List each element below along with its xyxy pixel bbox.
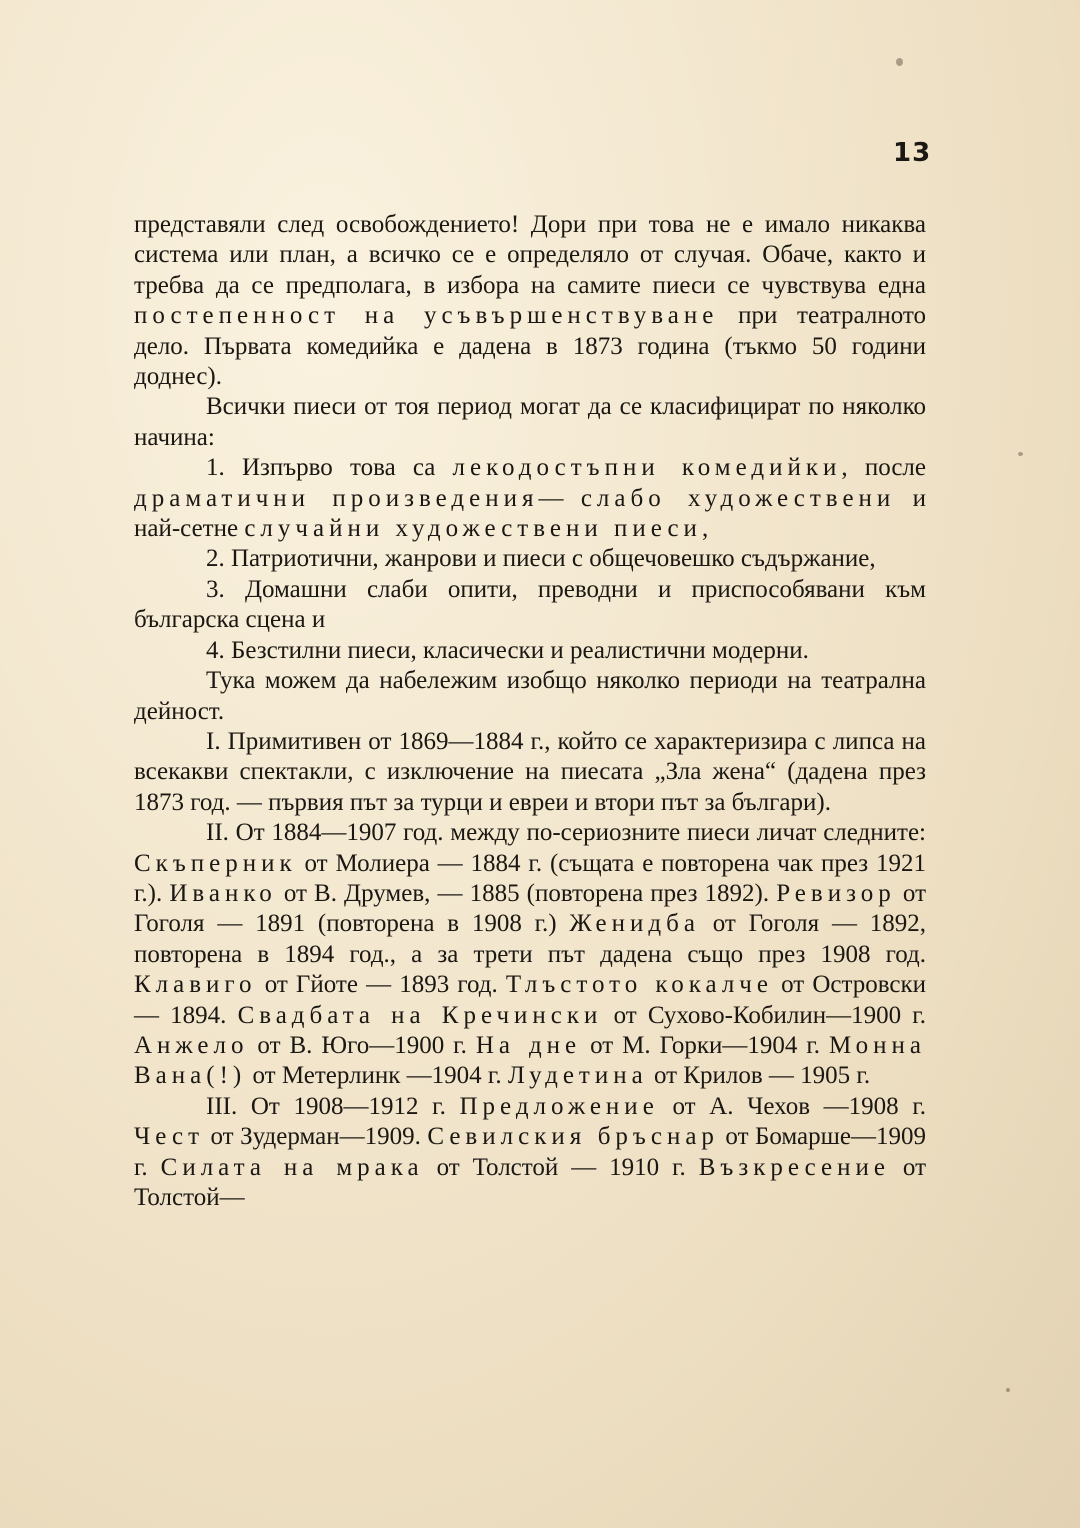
text-segment: 4. Безстилни пиеси, класически и реалистични модерни. — [206, 636, 809, 664]
text-segment: от Зудерман—1909. — [204, 1123, 428, 1151]
spaced-emphasis-text: Анжело — [134, 1031, 249, 1059]
text-segment: от Гоголя — 1891 (повторена в 1908 г.) — [134, 879, 926, 938]
text-segment: от Гйоте — 1893 год. — [256, 971, 506, 999]
spaced-emphasis-text: Клавиго — [134, 971, 257, 999]
spaced-emphasis-text: Женидба — [569, 910, 700, 938]
spaced-emphasis-text: постепенност на усъвършенствуване — [134, 302, 719, 330]
text-segment: от Сухово-Кобилин—1900 г. — [602, 1001, 926, 1029]
spaced-emphasis-text: Свадбата на Кречински — [237, 1001, 603, 1029]
spaced-emphasis-text: Лудетина — [507, 1062, 648, 1090]
spaced-emphasis-text: На дне — [475, 1031, 582, 1059]
spaced-emphasis-text: Севилския бръснар — [427, 1123, 719, 1151]
spaced-emphasis-text: лекодостъпни комедийки — [452, 454, 842, 482]
paragraph — [134, 210, 926, 392]
text-segment: от М. Горки—1904 г. — [581, 1031, 830, 1059]
text-segment: от Метерлинк —1904 г. — [246, 1062, 508, 1090]
text-segment: от Толстой— — [134, 1153, 927, 1211]
paragraph — [134, 575, 926, 636]
text-segment: при театралното дело. Първата комедийка е дадена в 1873 година (тъкмо 50 години доднес). — [134, 302, 926, 391]
text-segment: 1. Изпърво това са — [206, 454, 453, 482]
text-segment: Тука можем да набележим изобщо няколко периоди на театрална дейност. — [134, 667, 926, 725]
text-segment: 2. Патриотични, жанрови и пиеси с общечовешко съдържание, — [206, 545, 876, 573]
page-number: 13 — [893, 138, 932, 168]
spaced-emphasis-text: Предложение — [459, 1092, 659, 1120]
text-segment: от В. Юго—1900 г. — [248, 1031, 476, 1059]
text-segment: III. От 1908—1912 г. — [206, 1092, 460, 1120]
paper-speck — [896, 58, 903, 66]
spaced-emphasis-text: Иванко — [169, 879, 277, 907]
text-segment: от Крилов — 1905 г. — [647, 1062, 871, 1090]
text-segment: , после — [841, 454, 926, 482]
spaced-emphasis-text: слабо художествени — [580, 484, 896, 512]
text-segment: от Бомарше—1909 г. — [134, 1123, 926, 1181]
text-segment: от Островски — 1894. — [134, 971, 926, 1029]
paragraph — [134, 1092, 926, 1214]
paragraph — [134, 818, 926, 1092]
body-text — [134, 210, 926, 1213]
text-segment: и най-сетне — [134, 484, 927, 543]
paper-speck — [1018, 452, 1023, 456]
spaced-emphasis-text: Възкресение — [698, 1153, 890, 1181]
paragraph — [134, 636, 926, 666]
spaced-emphasis-text: Силата на мрака — [160, 1153, 424, 1181]
text-segment: 3. Домашни слаби опити, преводни и приспособявани към българска сцена и — [134, 575, 926, 634]
paragraph — [134, 392, 926, 453]
text-segment: II. От 1884—1907 год. между по-сериозните пиеси личат следните: — [206, 819, 926, 847]
text-segment: I. Примитивен от 1869—1884 г., който се характеризира с липса на всекакви спектакли, с изключение на пиесата „Зла жена“ (дадена през 1873 год. — първия път за турци и евреи и втори път за българи). — [134, 727, 926, 816]
text-segment: от Гоголя — 1892, повторена в 1894 год., а за трети път дадена също през 1908 год. — [134, 910, 926, 968]
spaced-emphasis-text: Ревизор — [776, 879, 896, 907]
text-segment: от В. Друмев, — 1885 (повторена през 1892). — [276, 879, 777, 907]
paragraph — [134, 727, 926, 818]
text-segment: Всички пиеси от тоя период могат да се класифицират по няколко начина: — [134, 393, 926, 451]
spaced-emphasis-text: драматични произведения — [134, 484, 539, 512]
spaced-emphasis-text: Скъперник — [134, 849, 297, 877]
spaced-emphasis-text: Чест — [134, 1123, 204, 1151]
paper-speck — [1006, 1388, 1010, 1392]
text-segment: от А. Чехов —1908 г. — [658, 1092, 927, 1120]
text-segment: — — [538, 484, 581, 512]
text-segment: от Молиера — 1884 г. (същата е повторена чак през 1921 г.). — [134, 849, 926, 907]
spaced-emphasis-text: Монна Вана(!) — [134, 1031, 926, 1090]
spaced-emphasis-text: Тлъстото кокалче — [505, 971, 773, 999]
paragraph — [134, 666, 926, 727]
text-segment: , — [701, 515, 709, 543]
text-segment: от Толстой — 1910 г. — [423, 1153, 699, 1181]
paragraph — [134, 453, 926, 544]
text-segment: представяли след освобождението! Дори при това не е имало никаква система или план, а всичко се е определяло от случая. Обаче, както и требва да се предполага, в избора на самите пиеси се чувствува една — [134, 211, 926, 299]
spaced-emphasis-text: случайни художествени пиеси — [244, 515, 702, 543]
paragraph — [134, 544, 926, 574]
